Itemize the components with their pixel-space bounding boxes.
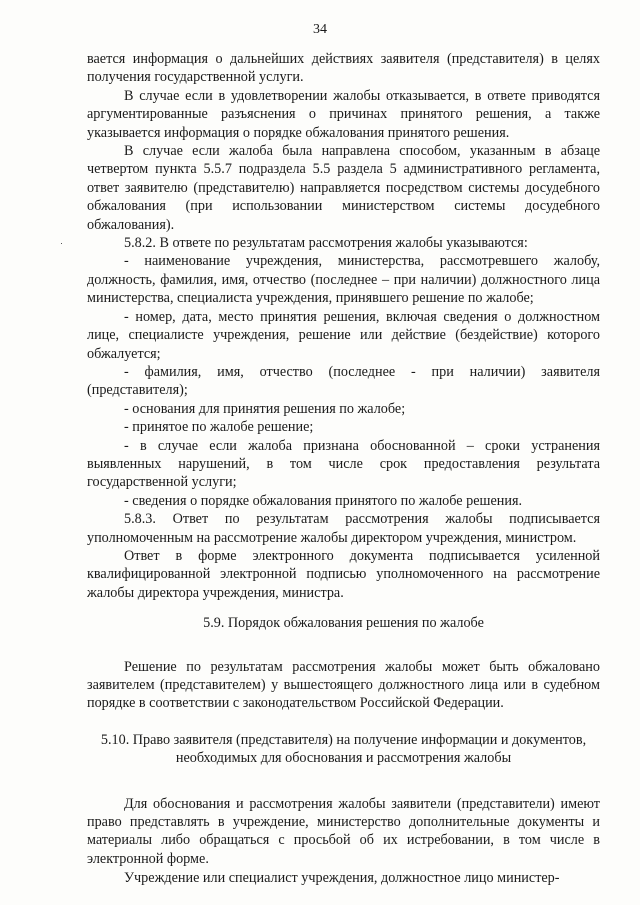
paragraph: Решение по результатам рассмотрения жалобы может быть обжаловано заявителем (представителем) у вышестоящего должностного лица или в судебном порядке в соответствии с законодательством Российской Федерации. <box>87 658 600 712</box>
section-heading-5-9: 5.9. Порядок обжалования решения по жалобе <box>203 615 484 632</box>
scan-mark <box>61 243 62 244</box>
paragraph: В случае если в удовлетворении жалобы отказывается, в ответе приводятся аргументированные разъяснения о причинах принятого решения, а также указывается информация о порядке обжалования принятого решения. <box>87 87 600 141</box>
list-item: - наименование учреждения, министерства, рассмотревшего жалобу, должность, фамилия, имя, отчество (последнее – при наличии) должностного лица министерства, специалиста учреждения, принявшего решение по жалобе; <box>87 253 600 307</box>
list-item: - в случае если жалоба признана обоснованной – сроки устранения выявленных нарушений, в том числе срок предоставления результата государственной услуги; <box>87 437 600 491</box>
paragraph: вается информация о дальнейших действиях заявителя (представителя) в целях получения государственной услуги. <box>87 51 600 86</box>
list-item: - принятое по жалобе решение; <box>124 419 314 436</box>
page-number: 34 <box>313 22 327 37</box>
list-item: - сведения о порядке обжалования принятого по жалобе решения. <box>124 492 523 509</box>
paragraph: Для обоснования и рассмотрения жалобы заявители (представители) имеют право представлять в учреждение, министерство дополнительные документы и материалы либо обращаться с просьбой об их истребовании, в том числе в электронной форме. <box>87 795 600 867</box>
paragraph: 5.8.2. В ответе по результатам рассмотрения жалобы указываются: <box>124 235 528 252</box>
document-body <box>87 50 600 888</box>
paragraph: В случае если жалоба была направлена способом, указанным в абзаце четвертом пункта 5.5.7 подраздела 5.5 раздела 5 административного регламента, ответ заявителю (представителю) направляется посредством системы досудебного обжалования (при использовании министерством системы досудебного обжалования). <box>87 143 600 233</box>
paragraph: Учреждение или специалист учреждения, должностное лицо министер- <box>124 870 560 887</box>
paragraph: Ответ в форме электронного документа подписывается усиленной квалифицированной электронной подписью уполномоченного на рассмотрение жалобы директора учреждения, министра. <box>87 547 600 601</box>
list-item: - номер, дата, место принятия решения, включая сведения о должностном лице, специалисте учреждения, решение или действие (бездействие) которого обжалуется; <box>87 308 600 362</box>
section-heading-5-10: 5.10. Право заявителя (представителя) на получение информации и документов, необходимых для обоснования и рассмотрения жалобы <box>100 731 587 767</box>
list-item: - фамилия, имя, отчество (последнее - при наличии) заявителя (представителя); <box>87 363 600 399</box>
list-item: - основания для принятия решения по жалобе; <box>124 400 406 417</box>
paragraph: 5.8.3. Ответ по результатам рассмотрения жалобы подписывается уполномоченным на рассмотрение жалобы директором учреждения, министром. <box>87 511 600 546</box>
